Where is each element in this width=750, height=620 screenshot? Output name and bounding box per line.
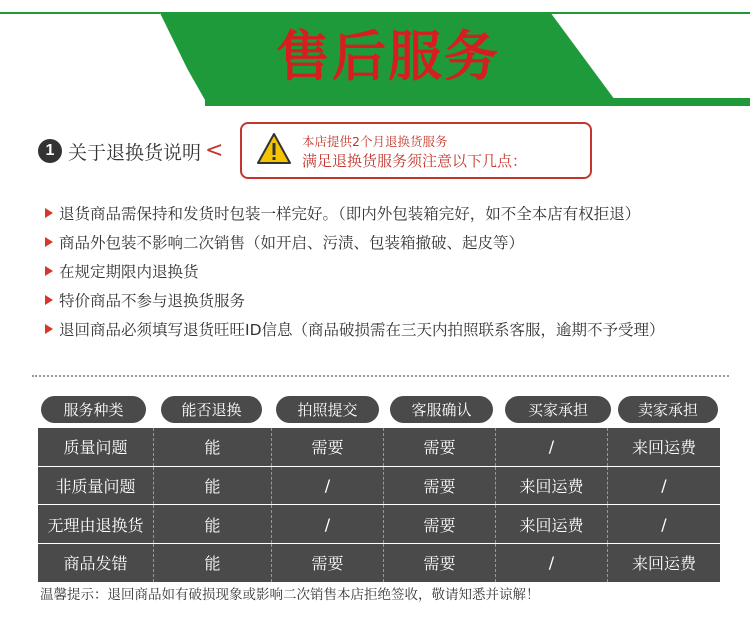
table-row (38, 467, 720, 505)
table-header (38, 396, 720, 424)
header-returnable: 能否退换 (161, 396, 262, 423)
notice-line-1: 本店提供2个月退换货服务 (302, 134, 448, 149)
table-cell: 非质量问题 (38, 467, 154, 505)
table-cell: 商品发错 (38, 544, 154, 582)
table-cell: / (496, 428, 608, 466)
table-cell: 能 (154, 544, 272, 582)
header-service-type: 服务种类 (41, 396, 146, 423)
header-buyer-pays: 买家承担 (505, 396, 611, 423)
table-row (38, 505, 720, 543)
table-row (38, 544, 720, 582)
section-heading (38, 133, 223, 169)
rule-text: 在规定期限内退换货 (59, 262, 199, 281)
table-cell: 需要 (272, 428, 384, 466)
page-title: 售后服务 (276, 25, 500, 88)
table-row (38, 428, 720, 466)
table-cell: / (661, 475, 667, 495)
list-item (45, 314, 665, 343)
list-item (45, 227, 665, 256)
bullet-triangle-icon (45, 324, 53, 334)
table-cell: 来回运费 (631, 554, 696, 574)
table-cell: 能 (154, 505, 272, 543)
table-cell: / (272, 505, 384, 543)
section-title: 关于退换货说明 (68, 141, 202, 164)
table-cell: 能 (154, 428, 272, 466)
bullet-triangle-icon (45, 208, 53, 218)
table-cell: 质量问题 (38, 428, 154, 466)
dotted-divider (32, 375, 729, 377)
bullet-triangle-icon (45, 266, 53, 276)
table-cell: 需要 (272, 544, 384, 582)
list-item (45, 256, 665, 285)
list-item (45, 198, 665, 227)
rule-text: 商品外包装不影响二次销售（如开启、污渍、包装箱撤破、起皮等） (59, 233, 525, 252)
bullet-triangle-icon (45, 295, 53, 305)
table-cell: / (496, 544, 608, 582)
table-cell: / (272, 467, 384, 505)
warning-icon (256, 132, 292, 166)
header-seller-pays: 卖家承担 (618, 396, 718, 423)
table-cell: 来回运费 (631, 438, 696, 458)
section-number: 1 (38, 139, 62, 163)
bullet-triangle-icon (45, 237, 53, 247)
table-cell: 需要 (384, 544, 496, 582)
table-cell: / (661, 514, 667, 534)
pointer-arrow-icon: < (205, 138, 224, 163)
table-cell: 能 (154, 467, 272, 505)
header-photo: 拍照提交 (276, 396, 379, 423)
list-item (45, 285, 665, 314)
notice-line-2: 满足退换货服务须注意以下几点： (302, 152, 528, 170)
header-cs-confirm: 客服确认 (390, 396, 493, 423)
rule-text: 退回商品必须填写退货旺旺ID信息（商品破损需在三天内拍照联系客服，逾期不予受理） (59, 320, 665, 339)
notice-box (240, 122, 592, 179)
table-cell: 需要 (384, 467, 496, 505)
table-cell: 无理由退换货 (38, 505, 154, 543)
rule-text: 特价商品不参与退换货服务 (59, 291, 246, 310)
table-cell: 需要 (384, 428, 496, 466)
rule-text: 退货商品需保持和发货时包装一样完好。（即内外包装箱完好，如不全本店有权拒退） (59, 204, 641, 223)
service-table (38, 428, 720, 583)
footer-tip: 温馨提示：退回商品如有破损现象或影响二次销售本店拒绝签收，敬请知悉并谅解！ (40, 587, 540, 603)
table-cell: 需要 (384, 505, 496, 543)
rules-list (45, 198, 665, 343)
table-cell: 来回运费 (496, 505, 608, 543)
table-cell: 来回运费 (496, 467, 608, 505)
header-banner (0, 0, 750, 115)
